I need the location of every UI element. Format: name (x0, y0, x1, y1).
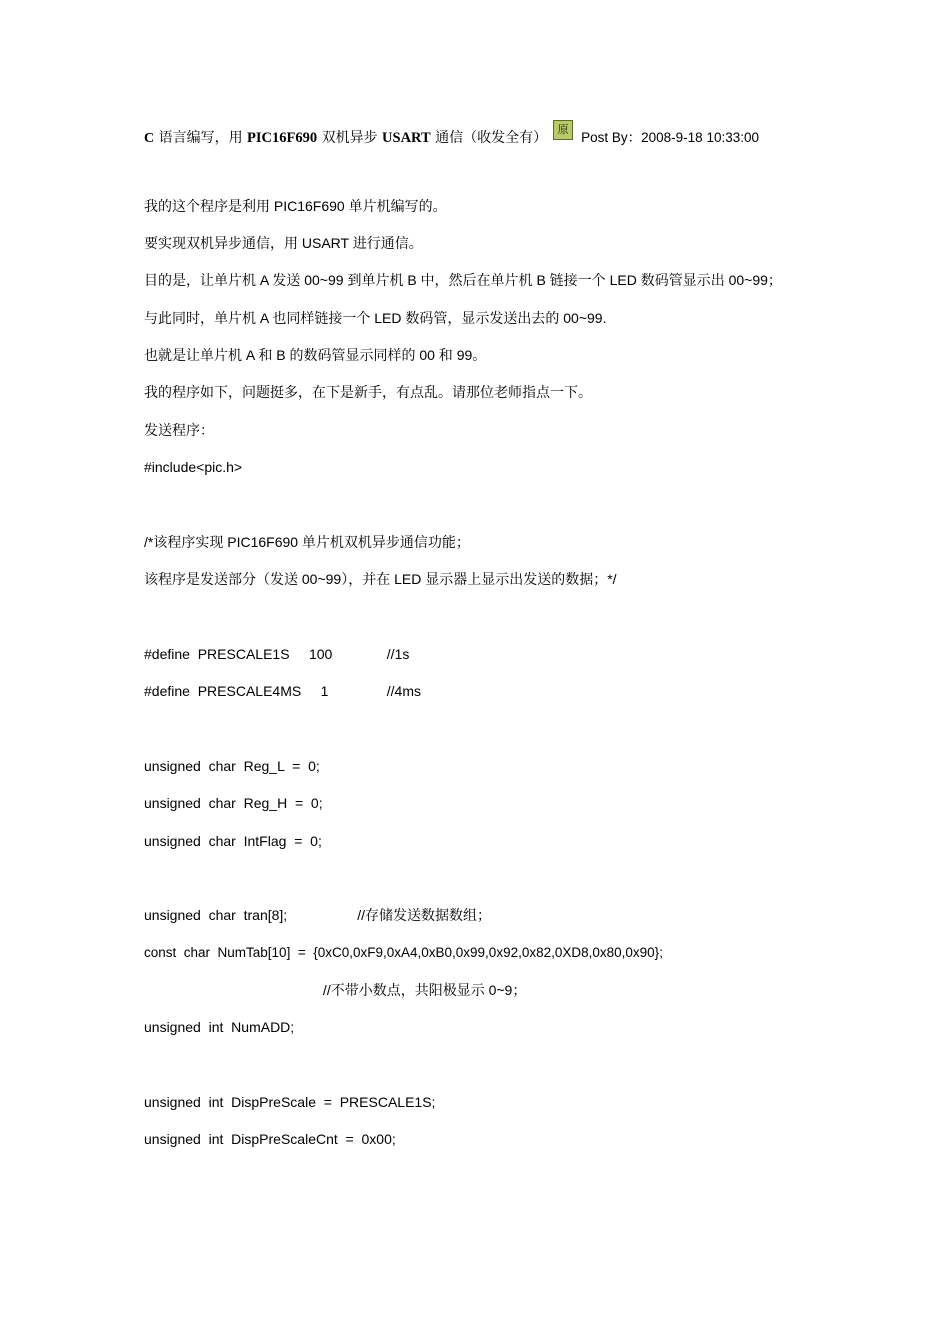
code-comment: 该程序是发送部分（发送 00~99），并在 LED 显示器上显示出发送的数据；*/ (144, 571, 617, 587)
code-line: unsigned int DispPreScaleCnt = 0x00; (144, 1131, 396, 1147)
code-line: unsigned int NumADD; (144, 1019, 295, 1035)
code-line: unsigned char tran[8]; //存储发送数据数组； (144, 907, 491, 923)
title-text-1: 语言编写，用 (154, 130, 248, 146)
text-line: 我的这个程序是利用 PIC16F690 单片机编写的。 (144, 198, 447, 214)
code-line: #define PRESCALE1S 100 //1s (144, 646, 410, 662)
title-prefix: C (144, 131, 155, 146)
code-line: const char NumTab[10] = {0xC0,0xF9,0xA4,0xB0,0x99,0x92,0x82,0XD8,0x80,0x90}; (144, 945, 663, 960)
text-line: 发送程序： (144, 422, 214, 438)
code-comment: /*该程序实现 PIC16F690 单片机双机异步通信功能； (144, 534, 470, 550)
post-by: Post By：2008-9-18 10:33:00 (581, 130, 759, 145)
text-line: 与此同时，单片机 A 也同样链接一个 LED 数码管，显示发送出去的 00~99. (144, 310, 607, 326)
title-text-3: 通信（收发全有） (430, 130, 548, 146)
code-line: #include<pic.h> (144, 459, 243, 475)
code-line: unsigned int DispPreScale = PRESCALE1S; (144, 1094, 436, 1110)
original-badge-icon: 原 (553, 120, 573, 140)
text-line: 目的是，让单片机 A 发送 00~99 到单片机 B 中，然后在单片机 B 链接一个 LED 数码管显示出 00~99； (144, 272, 782, 288)
code-line: unsigned char Reg_L = 0; (144, 758, 320, 774)
text-line: 要实现双机异步通信，用 USART 进行通信。 (144, 235, 423, 251)
title-protocol: USART (382, 130, 431, 146)
code-comment: //不带小数点，共阳极显示 0~9； (144, 982, 527, 998)
code-line: #define PRESCALE4MS 1 //4ms (144, 683, 421, 699)
title-text-2: 双机异步 (317, 130, 383, 146)
post-title (144, 123, 759, 149)
code-line: unsigned char Reg_H = 0; (144, 795, 323, 811)
text-line: 也就是让单片机 A 和 B 的数码管显示同样的 00 和 99。 (144, 347, 487, 363)
code-line: unsigned char IntFlag = 0; (144, 833, 322, 849)
title-chip: PIC16F690 (247, 130, 318, 146)
text-line: 我的程序如下，问题挺多，在下是新手，有点乱。请那位老师指点一下。 (144, 384, 592, 400)
